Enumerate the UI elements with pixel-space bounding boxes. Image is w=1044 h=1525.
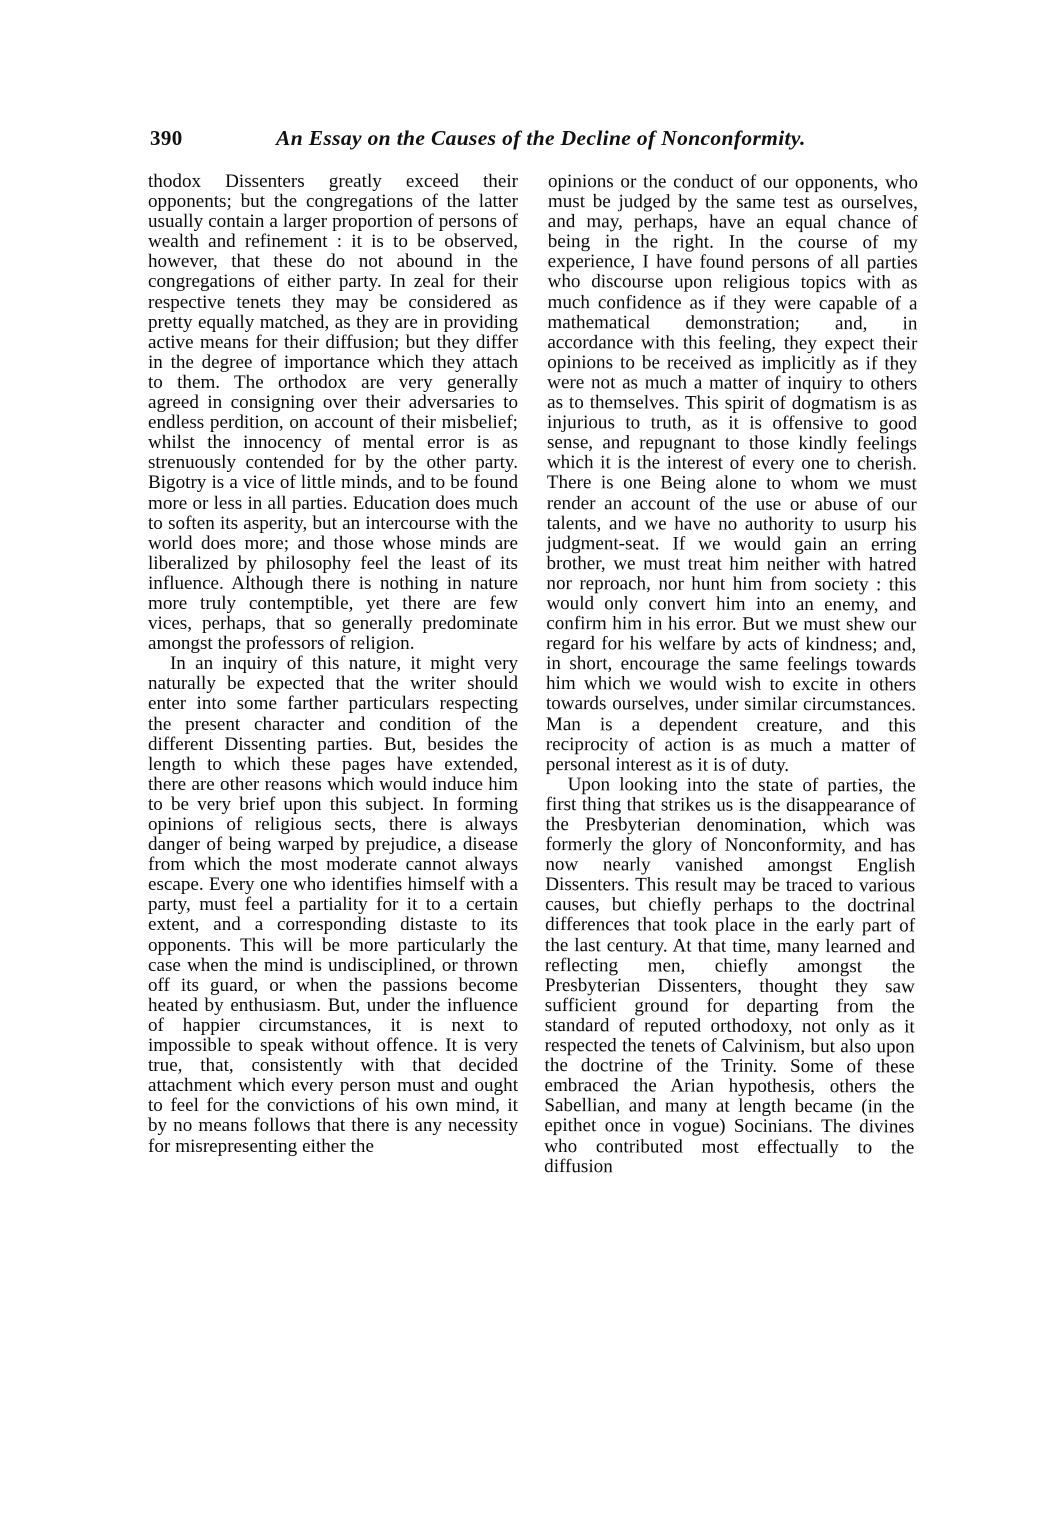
- paragraph: Upon looking into the state of parties, the first thing that strikes us is the disappearance of the Presbyterian denomination, which was formerly the glory of Nonconformity, and has now nearly vanished amongst English Dissenters. This result may be traced to various causes, but chiefly perhaps to the doctrinal differences that took place in the early part of the last century. At that time, many learned and reflecting men, chiefly amongst the Presbyterian Dissenters, thought they saw sufficient ground for departing from the standard of reputed orthodoxy, not only as it respected the tenets of Calvinism, but also upon the doctrine of the Trinity. Some of these embraced the Arian hypothesis, others the Sabellian, and many at length became (in the epithet once in vogue) Socinians. The divines who contributed most effectually to the diffusion: [544, 773, 916, 1177]
- column-right-flow: [544, 172, 918, 1178]
- paragraph: In an inquiry of this nature, it might very naturally be expected that the writer should enter into some farther particulars respecting the present character and condition of the different Dissenting parties. But, besides the length to which these pages have extended, there are other reasons which would induce him to be very brief upon this subject. In forming opinions of religious sects, there is always danger of being warped by prejudice, a disease from which the most moderate cannot always escape. Every one who identifies himself with a party, must feel a partiality for it to a certain extent, and a corresponding distaste to its opponents. This will be more particularly the case when the mind is undisciplined, or thrown off its guard, or when the passions become heated by enthusiasm. But, under the influence of happier circumstances, it is next to impossible to speak without offence. It is very true, that, consistently with that decided attachment which every person must and ought to feel for the convictions of his own mind, it by no means follows that there is any necessity for misrepresenting either the: [148, 653, 518, 1157]
- page-number: 390: [150, 126, 183, 150]
- body-columns: [148, 172, 918, 1387]
- running-title: An Essay on the Causes of the Decline of Nonconformity.: [276, 126, 806, 150]
- running-head: [150, 126, 925, 154]
- paragraph: opinions or the conduct of our opponents, who must be judged by the same test as ourselves, and may, perhaps, have an equal chance of being in the right. In the course of my experience, I have found persons of all parties who discourse upon religious topics with as much confidence as if they were capable of a mathematical demonstration; and, in accordance with this feeling, they expect their opinions to be received as implicitly as if they were not as much a matter of inquiry to others as to themselves. This spirit of dogmatism is as injurious to truth, as it is offensive to good sense, and repugnant to those kindly feelings which it is the interest of every one to cherish. There is one Being alone to whom we must render an account of the use or abuse of our talents, and we have no authority to usurp his judgment-seat. If we would gain an erring brother, we must treat him neither with hatred nor reproach, nor hunt him from society : this would only convert him into an enemy, and confirm him in his error. But we must shew our regard for his welfare by acts of kindness; and, in short, encourage the same feelings towards him which we would wish to excite in others towards ourselves, under similar circumstances. Man is a dependent creature, and this reciprocity of action is as much a matter of personal interest as it is of duty.: [545, 171, 919, 776]
- column-left: [148, 172, 518, 1387]
- column-right: [544, 171, 919, 1387]
- column-left-flow: [148, 172, 518, 1157]
- paragraph: thodox Dissenters greatly exceed their opponents; but the congregations of the latter usually contain a larger proportion of persons of wealth and refinement : it is to be observed, however, that these do not abound in the congregations of either party. In zeal for their respective tenets they may be considered as pretty equally matched, as they are in providing active means for their diffusion; but they differ in the degree of importance which they attach to them. The orthodox are very generally agreed in consigning over their adversaries to endless perdition, on account of their misbelief; whilst the innocency of mental error is as strenuously contended for by the other party. Bigotry is a vice of little minds, and to be found more or less in all parties. Education does much to soften its asperity, but an intercourse with the world does more; and those whose minds are liberalized by philosophy feel the least of its influence. Although there is nothing in nature more truly contemptible, yet there are few vices, perhaps, that so generally predominate amongst the professors of religion.: [148, 171, 518, 655]
